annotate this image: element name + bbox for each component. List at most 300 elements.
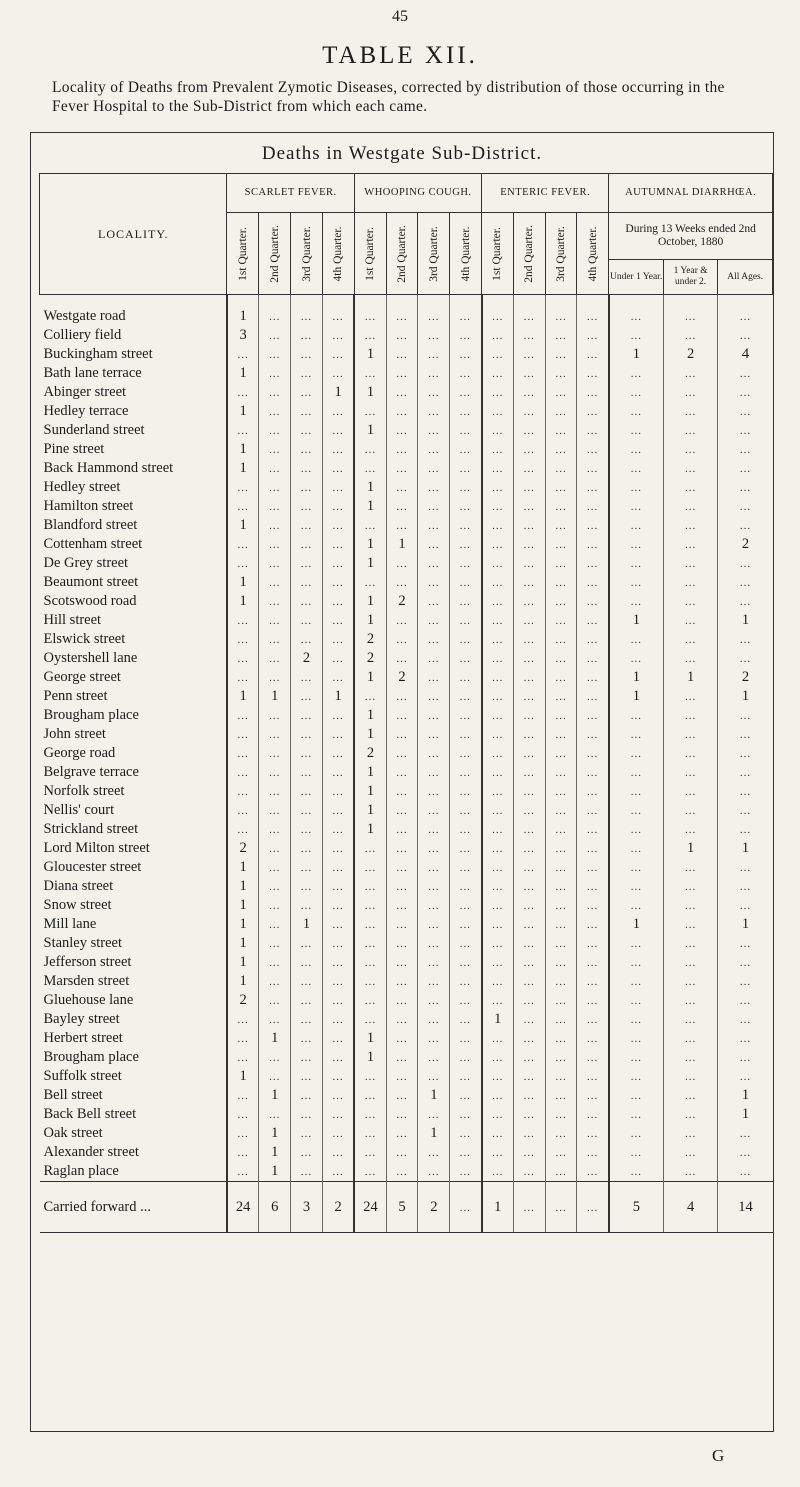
count-cell	[513, 573, 545, 592]
count-cell: 1	[354, 1029, 386, 1048]
count-cell	[291, 535, 323, 554]
count-cell	[577, 459, 609, 478]
count-cell	[354, 839, 386, 858]
count-cell	[663, 1029, 718, 1048]
count-cell	[450, 820, 482, 839]
count-cell	[418, 345, 450, 364]
count-cell	[545, 934, 577, 953]
count-cell	[418, 630, 450, 649]
count-cell	[450, 858, 482, 877]
count-cell	[291, 1162, 323, 1182]
count-cell: 1	[718, 687, 773, 706]
count-cell: 1	[354, 535, 386, 554]
count-cell	[354, 991, 386, 1010]
count-cell	[322, 991, 354, 1010]
count-cell	[663, 877, 718, 896]
count-cell	[545, 1143, 577, 1162]
table-row	[40, 364, 773, 383]
count-cell	[418, 649, 450, 668]
count-cell	[482, 1067, 514, 1086]
count-cell: 2	[718, 535, 773, 554]
count-cell: 1	[718, 839, 773, 858]
count-cell	[718, 295, 773, 327]
count-cell	[482, 1048, 514, 1067]
count-cell	[718, 421, 773, 440]
count-cell: 2	[663, 345, 718, 364]
locality-name: Buckingham street	[43, 346, 153, 362]
count-cell	[545, 1124, 577, 1143]
count-cell	[450, 763, 482, 782]
count-cell	[259, 1067, 291, 1086]
count-cell	[577, 573, 609, 592]
count-cell	[259, 915, 291, 934]
count-cell	[450, 1182, 482, 1233]
count-cell	[545, 630, 577, 649]
count-cell	[718, 1124, 773, 1143]
locality-name: Alexander street	[43, 1144, 139, 1160]
count-cell	[418, 991, 450, 1010]
count-cell	[513, 535, 545, 554]
count-cell	[354, 573, 386, 592]
count-cell	[386, 706, 418, 725]
count-cell	[450, 535, 482, 554]
table-row	[40, 478, 773, 497]
count-cell	[418, 1105, 450, 1124]
count-cell	[450, 687, 482, 706]
count-cell	[322, 801, 354, 820]
count-cell	[322, 1067, 354, 1086]
count-cell	[482, 535, 514, 554]
count-cell	[291, 383, 323, 402]
count-cell	[482, 896, 514, 915]
count-cell	[450, 478, 482, 497]
count-cell	[227, 668, 259, 687]
count-cell	[450, 630, 482, 649]
whooping-cough-header: WHOOPING COUGH.	[354, 174, 481, 213]
count-cell	[513, 1143, 545, 1162]
count-cell	[609, 858, 664, 877]
count-cell	[718, 573, 773, 592]
count-cell: 4	[663, 1182, 718, 1233]
count-cell	[354, 972, 386, 991]
locality-name: Beaumont street	[43, 574, 139, 590]
locality-name: Diana street	[43, 878, 114, 894]
count-cell	[513, 554, 545, 573]
count-cell	[386, 459, 418, 478]
count-cell	[418, 839, 450, 858]
count-cell: 1	[609, 611, 664, 630]
table-row	[40, 801, 773, 820]
count-cell	[450, 421, 482, 440]
count-cell	[322, 1048, 354, 1067]
count-cell: 1	[609, 687, 664, 706]
count-cell	[450, 295, 482, 327]
count-cell	[386, 421, 418, 440]
count-cell	[354, 1010, 386, 1029]
table-row	[40, 972, 773, 991]
count-cell: 1	[259, 1143, 291, 1162]
count-cell	[609, 706, 664, 725]
count-cell	[513, 364, 545, 383]
count-cell	[513, 402, 545, 421]
count-cell	[322, 497, 354, 516]
count-cell: 1	[718, 1086, 773, 1105]
count-cell	[386, 858, 418, 877]
count-cell	[718, 877, 773, 896]
count-cell	[322, 649, 354, 668]
quarter-header: 1st Quarter.	[482, 213, 514, 295]
count-cell: 1	[227, 459, 259, 478]
locality-name: Strickland street	[43, 821, 139, 837]
count-cell	[291, 478, 323, 497]
count-cell	[609, 383, 664, 402]
table-row	[40, 991, 773, 1010]
count-cell	[663, 326, 718, 345]
count-cell	[322, 295, 354, 327]
locality-name: Stanley street	[43, 935, 123, 951]
locality-name: Hamilton street	[43, 498, 134, 514]
count-cell	[418, 535, 450, 554]
quarter-header: 3rd Quarter.	[545, 213, 577, 295]
table-row	[40, 725, 773, 744]
count-cell	[545, 516, 577, 535]
count-cell	[386, 782, 418, 801]
count-cell	[545, 1010, 577, 1029]
count-cell	[354, 1124, 386, 1143]
count-cell: 1	[718, 611, 773, 630]
count-cell	[227, 1010, 259, 1029]
count-cell	[259, 630, 291, 649]
count-cell	[418, 573, 450, 592]
age-header-all: All Ages.	[718, 260, 773, 295]
locality-name: Blandford street	[43, 517, 138, 533]
count-cell	[663, 706, 718, 725]
count-cell	[386, 1124, 418, 1143]
count-cell	[718, 1048, 773, 1067]
count-cell	[718, 383, 773, 402]
count-cell	[418, 516, 450, 535]
count-cell	[227, 1105, 259, 1124]
count-cell	[513, 934, 545, 953]
count-cell: 1	[227, 573, 259, 592]
count-cell	[577, 668, 609, 687]
count-cell	[545, 896, 577, 915]
count-cell	[386, 440, 418, 459]
count-cell	[259, 858, 291, 877]
count-cell	[450, 953, 482, 972]
count-cell	[386, 402, 418, 421]
count-cell	[577, 383, 609, 402]
count-cell	[291, 630, 323, 649]
count-cell	[259, 535, 291, 554]
count-cell	[450, 1067, 482, 1086]
count-cell: 2	[386, 668, 418, 687]
count-cell	[577, 1086, 609, 1105]
count-cell	[609, 744, 664, 763]
locality-name: Suffolk street	[43, 1068, 122, 1084]
count-cell	[291, 839, 323, 858]
count-cell: 1	[259, 1124, 291, 1143]
count-cell	[450, 668, 482, 687]
count-cell	[577, 345, 609, 364]
count-cell	[545, 497, 577, 516]
count-cell	[354, 326, 386, 345]
count-cell	[259, 763, 291, 782]
count-cell	[291, 934, 323, 953]
count-cell	[577, 782, 609, 801]
count-cell	[291, 1105, 323, 1124]
table-title: TABLE XII.	[322, 42, 478, 69]
count-cell	[545, 839, 577, 858]
locality-name: Norfolk street	[43, 783, 125, 799]
count-cell	[513, 345, 545, 364]
count-cell	[227, 630, 259, 649]
count-cell	[227, 1086, 259, 1105]
count-cell	[322, 402, 354, 421]
count-cell	[545, 820, 577, 839]
count-cell	[259, 295, 291, 327]
count-cell	[609, 972, 664, 991]
quarter-header: 4th Quarter.	[577, 213, 609, 295]
locality-name: Raglan place	[43, 1163, 119, 1179]
count-cell	[322, 896, 354, 915]
count-cell	[291, 497, 323, 516]
count-cell: 1	[418, 1124, 450, 1143]
table-row	[40, 611, 773, 630]
count-cell	[386, 649, 418, 668]
count-cell	[322, 953, 354, 972]
count-cell: 1	[227, 915, 259, 934]
count-cell	[482, 1143, 514, 1162]
locality-name: Hedley street	[43, 479, 121, 495]
count-cell	[577, 991, 609, 1010]
count-cell	[718, 402, 773, 421]
count-cell	[227, 649, 259, 668]
quarter-header: 3rd Quarter.	[418, 213, 450, 295]
deaths-table-frame	[30, 132, 774, 1432]
count-cell	[577, 326, 609, 345]
count-cell	[513, 1124, 545, 1143]
count-cell	[663, 1086, 718, 1105]
count-cell	[291, 1124, 323, 1143]
count-cell	[322, 858, 354, 877]
table-row	[40, 782, 773, 801]
count-cell	[291, 782, 323, 801]
count-cell	[291, 1067, 323, 1086]
count-cell	[418, 763, 450, 782]
count-cell	[227, 497, 259, 516]
locality-name: De Grey street	[43, 555, 129, 571]
count-cell	[291, 459, 323, 478]
count-cell: 24	[354, 1182, 386, 1233]
count-cell	[259, 516, 291, 535]
count-cell	[291, 1086, 323, 1105]
count-cell	[291, 611, 323, 630]
count-cell	[259, 782, 291, 801]
count-cell	[418, 364, 450, 383]
locality-name: Marsden street	[43, 973, 130, 989]
table-row	[40, 744, 773, 763]
count-cell	[513, 725, 545, 744]
count-cell	[482, 478, 514, 497]
count-cell: 1	[609, 345, 664, 364]
count-cell	[418, 953, 450, 972]
count-cell	[663, 649, 718, 668]
count-cell	[545, 1105, 577, 1124]
count-cell	[227, 1048, 259, 1067]
count-cell	[291, 573, 323, 592]
count-cell	[513, 459, 545, 478]
count-cell	[450, 383, 482, 402]
locality-name: Penn street	[43, 688, 108, 704]
page-number: 45	[392, 8, 408, 25]
count-cell	[418, 858, 450, 877]
count-cell	[577, 896, 609, 915]
count-cell	[663, 516, 718, 535]
count-cell	[354, 459, 386, 478]
count-cell	[259, 421, 291, 440]
count-cell: 1	[354, 345, 386, 364]
count-cell	[322, 554, 354, 573]
count-cell	[354, 516, 386, 535]
count-cell	[663, 744, 718, 763]
enteric-fever-header: ENTERIC FEVER.	[482, 174, 609, 213]
count-cell	[609, 991, 664, 1010]
count-cell: 1	[609, 915, 664, 934]
table-row	[40, 440, 773, 459]
count-cell	[718, 1162, 773, 1182]
count-cell	[545, 326, 577, 345]
count-cell	[322, 706, 354, 725]
count-cell	[418, 877, 450, 896]
count-cell	[577, 1182, 609, 1233]
locality-name: Carried forward ...	[40, 1182, 227, 1233]
count-cell	[354, 896, 386, 915]
count-cell	[577, 1162, 609, 1182]
quarter-header: 1st Quarter.	[354, 213, 386, 295]
count-cell	[386, 896, 418, 915]
count-cell	[609, 402, 664, 421]
count-cell	[482, 326, 514, 345]
locality-name: Colliery field	[43, 327, 122, 343]
count-cell	[322, 326, 354, 345]
count-cell	[545, 782, 577, 801]
count-cell	[609, 896, 664, 915]
count-cell: 1	[418, 1086, 450, 1105]
count-cell	[718, 326, 773, 345]
count-cell	[322, 839, 354, 858]
autumnal-diarrhoea-header: AUTUMNAL DIARRHŒA.	[609, 174, 773, 213]
count-cell	[609, 516, 664, 535]
count-cell	[386, 1029, 418, 1048]
count-cell	[577, 820, 609, 839]
count-cell	[259, 877, 291, 896]
count-cell: 1	[354, 611, 386, 630]
count-cell	[609, 725, 664, 744]
count-cell	[354, 402, 386, 421]
table-row	[40, 1029, 773, 1048]
count-cell	[291, 1010, 323, 1029]
count-cell	[450, 1105, 482, 1124]
count-cell	[577, 877, 609, 896]
count-cell	[227, 1162, 259, 1182]
count-cell: 5	[609, 1182, 664, 1233]
count-cell: 1	[227, 972, 259, 991]
count-cell: 14	[718, 1182, 773, 1233]
count-cell	[482, 554, 514, 573]
count-cell	[663, 820, 718, 839]
count-cell	[609, 782, 664, 801]
count-cell	[513, 1029, 545, 1048]
table-row	[40, 820, 773, 839]
count-cell	[418, 934, 450, 953]
count-cell: 1	[663, 839, 718, 858]
quarter-header: 1st Quarter.	[227, 213, 259, 295]
count-cell	[259, 991, 291, 1010]
count-cell	[418, 896, 450, 915]
count-cell	[227, 1124, 259, 1143]
count-cell	[663, 782, 718, 801]
count-cell	[259, 345, 291, 364]
count-cell: 1	[386, 535, 418, 554]
count-cell	[354, 364, 386, 383]
count-cell	[545, 1048, 577, 1067]
count-cell	[718, 592, 773, 611]
count-cell	[354, 915, 386, 934]
count-cell: 3	[291, 1182, 323, 1233]
table-row	[40, 1010, 773, 1029]
count-cell	[609, 497, 664, 516]
count-cell: 2	[386, 592, 418, 611]
age-header-under-1: Under 1 Year.	[609, 260, 664, 295]
count-cell	[663, 630, 718, 649]
count-cell	[718, 516, 773, 535]
count-cell: 1	[227, 934, 259, 953]
table-row	[40, 421, 773, 440]
deaths-table	[39, 173, 773, 1233]
count-cell	[291, 1029, 323, 1048]
count-cell	[291, 991, 323, 1010]
count-cell: 3	[227, 326, 259, 345]
count-cell	[663, 801, 718, 820]
count-cell	[545, 1086, 577, 1105]
count-cell	[718, 1143, 773, 1162]
count-cell	[291, 402, 323, 421]
count-cell	[291, 345, 323, 364]
count-cell	[482, 1162, 514, 1182]
count-cell	[609, 1124, 664, 1143]
count-cell	[663, 896, 718, 915]
count-cell	[291, 896, 323, 915]
count-cell	[291, 725, 323, 744]
count-cell: 1	[609, 668, 664, 687]
count-cell	[322, 1086, 354, 1105]
count-cell: 1	[354, 820, 386, 839]
count-cell	[418, 1162, 450, 1182]
age-header-1-to-2: 1 Year & under 2.	[663, 260, 718, 295]
count-cell	[513, 1086, 545, 1105]
count-cell	[450, 839, 482, 858]
count-cell	[482, 497, 514, 516]
count-cell	[577, 1105, 609, 1124]
table-row	[40, 706, 773, 725]
count-cell	[354, 1143, 386, 1162]
count-cell	[354, 1162, 386, 1182]
count-cell	[418, 972, 450, 991]
count-cell	[577, 1048, 609, 1067]
table-row	[40, 953, 773, 972]
count-cell	[663, 1048, 718, 1067]
